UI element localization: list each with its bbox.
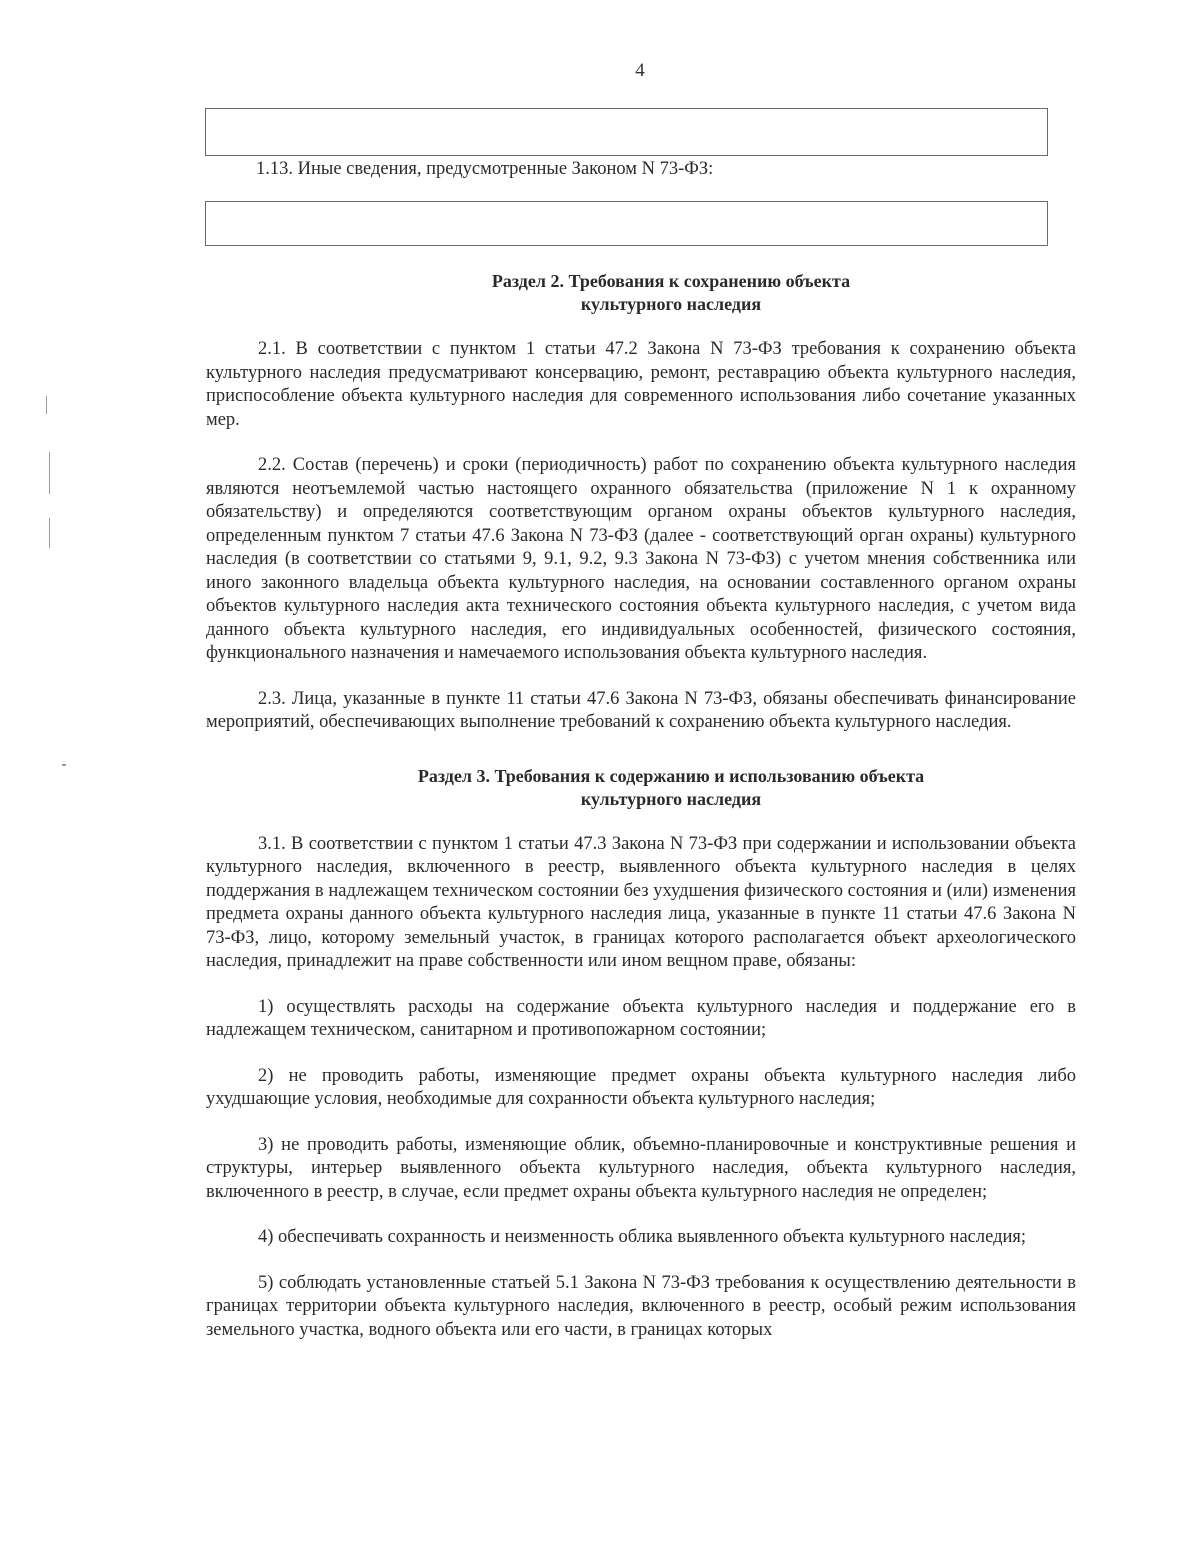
section-3-heading: [206, 765, 1076, 811]
list-item-3: 3) не проводить работы, изменяющие облик, объемно-планировочные и конструктивные решения и структуры, интерьер выявленного объекта культурного наследия, объекта культурного наследия, включенного в реестр, в случае, если предмет охраны объекта культурного наследия не определен;: [206, 1134, 1076, 1202]
other-info-field-box: [205, 201, 1048, 246]
section-3-title-line1: Раздел 3. Требования к содержанию и использованию объекта: [417, 765, 925, 786]
page-number: 4: [635, 60, 645, 81]
section-2-title-line1: Раздел 2. Требования к сохранению объекта: [491, 271, 851, 291]
list-item-4: 4) обеспечивать сохранность и неизменность облика выявленного объекта культурного наследия;: [258, 1227, 1027, 1247]
section-3-title-line2: культурного наследия: [580, 788, 762, 809]
list-item-5: 5) соблюдать установленные статьей 5.1 Закона N 73-ФЗ требования к осуществлению деятельности в границах территории объекта культурного наследия, включенного в реестр, особый режим использования земельного участка, водного объекта или его части, в границах которых: [206, 1272, 1076, 1340]
paragraph-2-2: 2.2. Состав (перечень) и сроки (периодичность) работ по сохранению объекта культурного наследия являются неотъемлемой частью настоящего охранного обязательства (приложение N 1 к охранному обязательству) и определяются соответствующим органом охраны объектов культурного наследия, определенным пунктом 7 статьи 47.6 Закона N 73-ФЗ (далее - соответствующий орган охраны) культурного наследия (в соответствии со статьями 9, 9.1, 9.2, 9.3 Закона N 73-ФЗ) с учетом мнения собственника или иного законного владельца объекта культурного наследия, на основании составленного органом охраны объектов культурного наследия акта технического состояния объекта культурного наследия, с учетом вида данного объекта культурного наследия, его индивидуальных особенностей, физического состояния, функционального назначения и намечаемого использования объекта культурного наследия.: [206, 455, 1076, 663]
scan-margin-mark: [49, 518, 50, 548]
paragraph-3-1: 3.1. В соответствии с пунктом 1 статьи 47.3 Закона N 73-ФЗ при содержании и использовании объекта культурного наследия, включенного в реестр, выявленного объекта культурного наследия в целях поддержания в надлежащем техническом состоянии без ухудшения физического состояния и (или) изменения предмета охраны данного объекта культурного наследия лица, указанные в пункте 11 статьи 47.6 Закона N 73-ФЗ, лицо, которому земельный участок, в границах которого располагается объект археологического наследия, принадлежит на праве собственности или ином вещном праве, обязаны:: [206, 833, 1076, 971]
scan-margin-mark: [62, 764, 66, 766]
empty-field-box: [205, 108, 1048, 156]
paragraph-2-1: 2.1. В соответствии с пунктом 1 статьи 47.2 Закона N 73-ФЗ требования к сохранению объекта культурного наследия предусматривают консервацию, ремонт, реставрацию объекта культурного наследия, приспособление объекта культурного наследия для современного использования либо сочетание указанных мер.: [206, 339, 1076, 430]
document-body: [206, 270, 1076, 1342]
scan-margin-mark: [46, 396, 47, 414]
section-2-title-line2: культурного наследия: [580, 294, 762, 314]
list-item-1: 1) осуществлять расходы на содержание объекта культурного наследия и поддержание его в надлежащем техническом, санитарном и противопожарном состоянии;: [206, 996, 1076, 1040]
list-item-2: 2) не проводить работы, изменяющие предмет охраны объекта культурного наследия либо ухудшающие условия, необходимые для сохранности объекта культурного наследия;: [206, 1065, 1076, 1109]
paragraph-2-3: 2.3. Лица, указанные в пункте 11 статьи 47.6 Закона N 73-ФЗ, обязаны обеспечивать финансирование мероприятий, обеспечивающих выполнение требований к сохранению объекта культурного наследия.: [206, 688, 1076, 732]
scan-margin-mark: [49, 452, 50, 494]
section-2-heading: [206, 270, 1076, 316]
item-1-13-label: 1.13. Иные сведения, предусмотренные Законом N 73-ФЗ:: [256, 159, 714, 179]
